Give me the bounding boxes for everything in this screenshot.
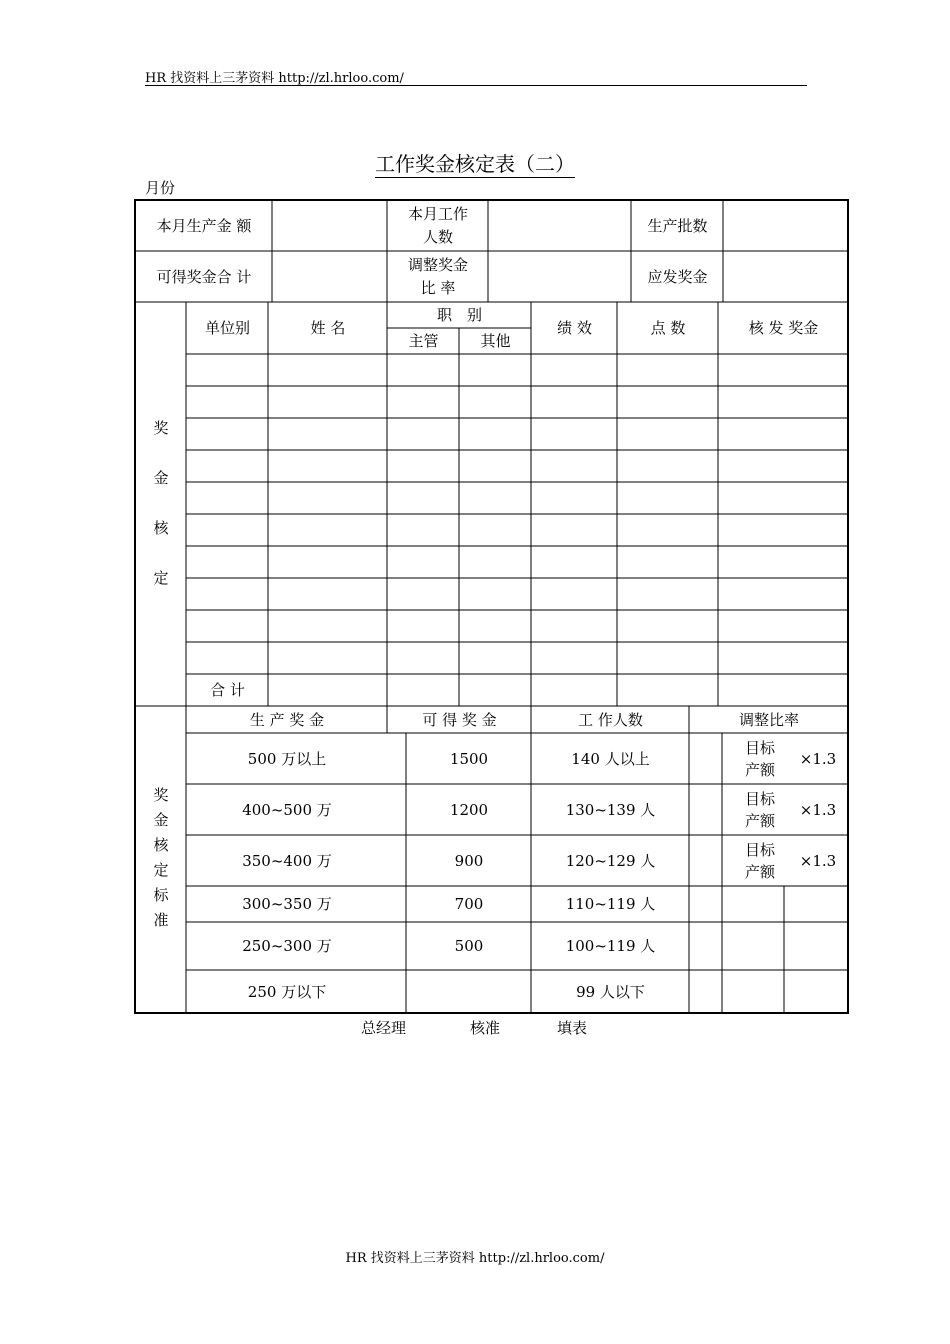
std-row-available: 1500 [449,749,489,768]
target-line2: 产额 [744,863,775,881]
production-amount-label: 本月生产金 额 [156,216,252,235]
target-line1: 目标 [744,739,775,757]
std-row-multiplier: ×1.3 [799,749,837,768]
target-line1: 目标 [744,790,775,808]
signature-approve: 核准 [470,1019,501,1037]
col-header-performance: 绩 效 [557,319,592,337]
col-header-issued-bonus: 核 发 奖金 [748,319,819,337]
vertical-char: 核 [153,836,169,854]
col-header-unit: 单位别 [204,319,250,337]
std-header-adjust-ratio: 调整比率 [738,710,799,729]
std-row-workers: 140 人以上 [571,749,650,768]
std-row-multiplier: ×1.3 [799,851,837,870]
vertical-char: 定 [153,569,169,587]
std-row-available: 700 [454,895,484,913]
signature-prepared-by: 填表 [557,1019,588,1037]
vertical-char: 准 [153,911,169,929]
std-row-workers: 130~139 人 [565,800,656,819]
vertical-char: 定 [153,861,169,879]
std-row-production: 250~300 万 [242,937,332,955]
vertical-char: 金 [153,811,169,829]
std-row-available: 900 [454,851,484,870]
col-header-supervisor: 主管 [408,332,439,350]
target-line2: 产额 [744,812,775,830]
batch-count-label: 生产批数 [647,216,708,235]
std-row-workers: 99 人以下 [576,982,645,1001]
vertical-char: 金 [153,469,169,487]
target-line1: 目标 [744,841,775,859]
page-header-text: HR 找资料上三茅资料 http://zl.hrloo.com/ [145,71,404,86]
month-label: 月份 [145,179,176,197]
payable-bonus-label: 应发奖金 [647,267,708,286]
col-header-position: 职 别 [436,306,482,324]
std-header-production: 生 产 奖 金 [249,710,325,729]
adjust-ratio-label [388,252,488,302]
signature-general-manager: 总经理 [361,1019,407,1037]
standard-section-vertical-label [151,784,171,934]
std-row-production: 300~350 万 [242,895,332,913]
std-row-available [407,971,531,1013]
std-row-multiplier: ×1.3 [799,800,837,819]
vertical-char: 标 [153,886,169,904]
form-title-text: 工作奖金核定表（二） [375,152,575,176]
workers-label [388,201,488,251]
std-row-production: 250 万以下 [247,982,327,1001]
std-row-target [723,785,797,835]
workers-label-line2: 人数 [422,228,453,246]
std-header-available: 可 得 奖 金 [422,710,497,729]
target-line2: 产额 [744,761,775,779]
adjust-ratio-line1: 调整奖金 [407,256,468,274]
vertical-char: 核 [153,519,169,537]
vertical-char: 奖 [153,786,169,804]
std-row-production: 350~400 万 [242,851,332,870]
std-row-workers: 110~119 人 [565,895,656,913]
bonus-total-label: 可得奖金合 计 [156,267,252,286]
std-row-production: 400~500 万 [242,800,332,819]
total-row-label: 合 计 [210,681,245,699]
page-footer-text: HR 找资料上三茅资料 http://zl.hrloo.com/ [345,1251,605,1266]
bonus-section-vertical-label [151,417,171,617]
std-row-production: 500 万以上 [247,749,327,768]
std-row-target [723,836,797,886]
std-row-available: 500 [454,937,484,955]
adjust-ratio-line2: 比 率 [420,279,456,297]
col-header-points: 点 数 [650,319,686,337]
std-header-workers: 工 作人数 [578,710,643,729]
workers-label-line1: 本月工作 [407,205,468,223]
vertical-char: 奖 [153,419,169,437]
bonus-form-table [134,199,850,1015]
std-row-target [723,734,797,784]
std-row-available: 1200 [449,800,489,819]
col-header-name: 姓 名 [310,319,346,337]
std-row-workers: 100~119 人 [565,937,656,955]
header-divider [145,85,807,86]
col-header-other: 其他 [480,332,511,350]
std-row-workers: 120~129 人 [565,851,656,870]
form-title [0,148,950,177]
